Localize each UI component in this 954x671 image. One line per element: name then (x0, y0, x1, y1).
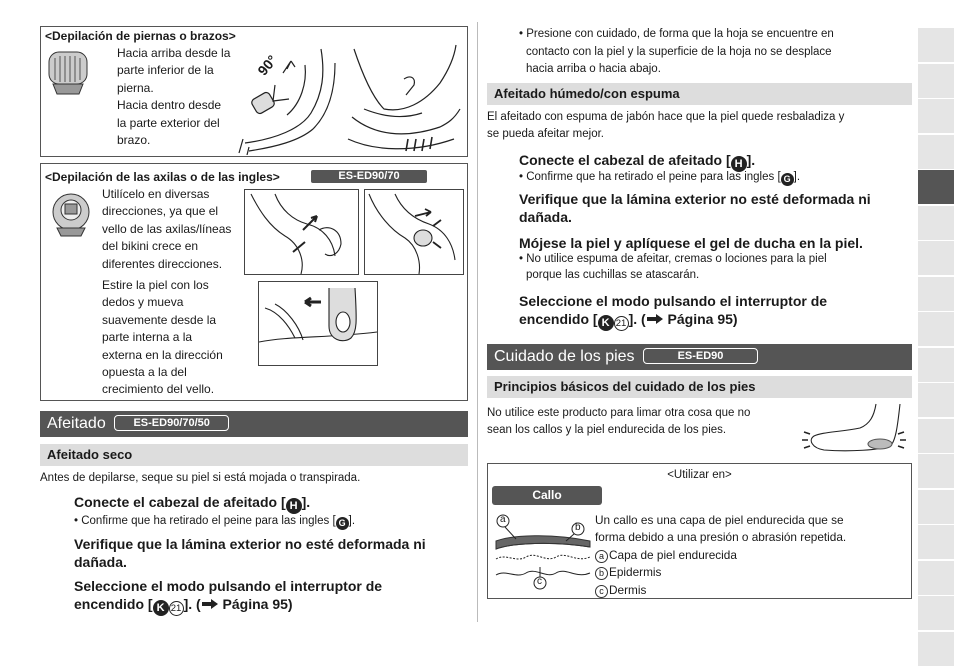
legs-line: brazo. (117, 133, 151, 148)
note-line: porque las cuchillas se atascarán. (526, 269, 700, 281)
side-tab[interactable] (918, 454, 954, 488)
mark-b: b (575, 522, 581, 533)
shaving-title: Afeitado (47, 415, 106, 432)
step-text: Conecte el cabezal de afeitado [ (519, 152, 731, 168)
underarm-illustration-1 (244, 189, 359, 275)
legs-arms-box (40, 26, 468, 157)
underarm-line: del bikini crece en (102, 239, 199, 254)
side-tab[interactable] (918, 277, 954, 311)
page-95-link[interactable]: Página 95) (663, 311, 738, 327)
column-divider (477, 22, 478, 622)
intro-line: se pueda afeitar mejor. (487, 128, 604, 141)
step-line: Seleccione el modo pulsando el interruptor de (74, 578, 383, 594)
legs-line: parte inferior de la (117, 63, 214, 78)
shaving-model-badge: ES-ED90/70/50 (114, 415, 229, 431)
underarm-box (40, 163, 468, 401)
side-tab[interactable] (918, 383, 954, 417)
leg-illustration (235, 43, 339, 155)
side-tab[interactable] (918, 561, 954, 595)
foot-intro (487, 405, 750, 440)
step-line: Verifique que la lámina exterior no esté deformada ni (74, 536, 426, 552)
side-tab[interactable] (918, 596, 954, 630)
step-text: encendido [ (74, 596, 153, 612)
callus-tag: Callo (492, 486, 602, 505)
desc-line: Un callo es una capa de piel endurecida que se (595, 513, 844, 527)
page-95-link[interactable]: Página 95) (218, 596, 293, 612)
note-text: • Confirme que ha retirado el peine para las ingles [ (519, 171, 781, 183)
step-text: ]. ( (628, 311, 646, 327)
callus-item (595, 582, 846, 599)
model-badge: ES-ED90/70 (311, 170, 427, 183)
callus-box (487, 463, 912, 599)
underarm-line: suavemente desde la (102, 312, 217, 327)
right-cont-note (519, 26, 834, 79)
side-tab[interactable] (918, 64, 954, 98)
step-line (519, 310, 827, 331)
note-line: • Presione con cuidado, de forma que la hoja se encuentre en (519, 28, 834, 40)
shaving-section-bar (40, 411, 468, 437)
side-tab[interactable] (918, 99, 954, 133)
underarm-line: vello de las axilas/líneas (102, 221, 232, 236)
use-on-label: <Utilizar en> (667, 469, 732, 481)
note-line: • No utilice espuma de afeitar, cremas o lociones para la piel (519, 253, 827, 265)
callus-item (595, 547, 846, 564)
underarm-line: externa en la dirección (102, 347, 223, 362)
desc-line: forma debido a una presión o abrasión repetida. (595, 530, 847, 545)
callus-description (595, 512, 846, 599)
left-note-1 (74, 513, 355, 530)
h-icon: H (286, 498, 302, 514)
mark-a: a (595, 550, 608, 563)
epilator-head-icon (45, 46, 91, 96)
legs-line: pierna. (117, 80, 154, 95)
right-step-4 (519, 292, 827, 331)
mark-a: a (500, 514, 506, 525)
underarm-line: direcciones, ya que el (102, 204, 219, 219)
item-text: Capa de piel endurecida (609, 547, 737, 562)
underarm-text-b (102, 277, 223, 399)
item-text: Epidermis (609, 565, 662, 580)
step-text: Conecte el cabezal de afeitado [ (74, 494, 286, 510)
side-tab[interactable] (918, 241, 954, 275)
k-icon: K (153, 600, 169, 616)
foot-illustration (800, 402, 910, 460)
foot-care-title: Cuidado de los pies (494, 348, 635, 365)
side-tab[interactable] (918, 170, 954, 204)
side-tab[interactable] (918, 28, 954, 62)
intro-line: El afeitado con espuma de jabón hace que la piel quede resbaladiza y (487, 111, 845, 123)
left-step-2 (74, 535, 426, 571)
note-line: contacto con la piel y la superficie de la hoja no se desplace (526, 45, 832, 58)
angle-label: 90° (254, 51, 281, 79)
side-tab[interactable] (918, 348, 954, 382)
legs-line: Hacia arriba desde la (117, 46, 231, 60)
side-tab[interactable] (918, 312, 954, 346)
side-tab[interactable] (918, 419, 954, 453)
underarm-line: Estire la piel con los (102, 278, 209, 292)
mark-c: c (595, 585, 608, 598)
foot-basics-bar: Principios básicos del cuidado de los pies (487, 376, 912, 398)
side-tab[interactable] (918, 135, 954, 169)
left-step-3 (74, 577, 382, 616)
page-arrow-icon (201, 599, 219, 609)
underarm-text-a (102, 186, 231, 273)
h-icon: H (731, 156, 747, 172)
skin-layers-diagram (492, 511, 594, 593)
legs-line: Hacia dentro desde (117, 98, 222, 113)
foot-care-bar (487, 344, 912, 370)
underarm-line: crecimiento del vello. (102, 382, 215, 397)
underarm-illustration-2 (364, 189, 464, 275)
step-text: ]. (746, 152, 756, 168)
underarm-line: Utilícelo en diversas (102, 187, 210, 201)
wet-intro (487, 109, 844, 144)
callus-item (595, 564, 846, 581)
foot-model-badge: ES-ED90 (643, 348, 758, 364)
item-text: Dermis (609, 582, 647, 597)
mark-c: c (537, 576, 542, 587)
step-text: encendido [ (519, 311, 598, 327)
g-icon: G (781, 173, 794, 186)
g-icon: G (336, 517, 349, 530)
intro-line: No utilice este producto para limar otra cosa que no (487, 407, 751, 419)
side-tab[interactable] (918, 490, 954, 524)
underarm-line: parte interna a la (102, 330, 193, 345)
num-21-icon: 21 (169, 601, 184, 616)
num-21-icon: 21 (614, 316, 629, 331)
step-line: dañada. (74, 554, 127, 570)
k-icon: K (598, 315, 614, 331)
side-tab[interactable] (918, 525, 954, 559)
note-text: ]. (348, 515, 356, 527)
legs-arms-title: <Depilación de piernas o brazos> (45, 29, 236, 43)
right-step-2 (519, 190, 871, 226)
note-line: hacia arriba o hacia abajo. (526, 63, 661, 75)
right-step-3: Mójese la piel y aplíquese el gel de ducha en la piel. (519, 235, 863, 251)
right-note-3 (519, 251, 827, 283)
wet-shaving-bar: Afeitado húmedo/con espuma (487, 83, 912, 105)
mark-b: b (595, 567, 608, 580)
step-text: ]. (301, 494, 311, 510)
note-text: ]. (793, 171, 801, 183)
underarm-title: <Depilación de las axilas o de las ingles> (45, 170, 280, 184)
underarm-line: dedos y mueva (102, 295, 184, 310)
left-step-1 (74, 493, 310, 514)
dry-shaving-bar: Afeitado seco (40, 444, 468, 466)
epilator-cap-icon (47, 190, 95, 238)
side-tab[interactable] (918, 206, 954, 240)
stretch-skin-illustration (258, 281, 378, 366)
arm-illustration (344, 39, 464, 155)
dry-intro: Antes de depilarse, seque su piel si está mojada o transpirada. (40, 472, 361, 484)
underarm-line: diferentes direcciones. (102, 256, 223, 271)
legs-arms-text (117, 45, 230, 149)
step-line (74, 595, 382, 616)
step-text: ]. ( (183, 596, 201, 612)
step-line: Verifique que la lámina exterior no esté deformada ni (519, 191, 871, 207)
side-tab[interactable] (918, 632, 954, 666)
step-line: dañada. (519, 209, 572, 225)
step-line: Seleccione el modo pulsando el interruptor de (519, 293, 828, 309)
note-text: • Confirme que ha retirado el peine para las ingles [ (74, 515, 336, 527)
right-note-1 (519, 169, 800, 186)
underarm-line: opuesta a la del (102, 365, 187, 380)
legs-line: la parte exterior del (117, 115, 220, 130)
intro-line: sean los callos y la piel endurecida de los pies. (487, 424, 727, 437)
page-arrow-icon (646, 314, 664, 324)
